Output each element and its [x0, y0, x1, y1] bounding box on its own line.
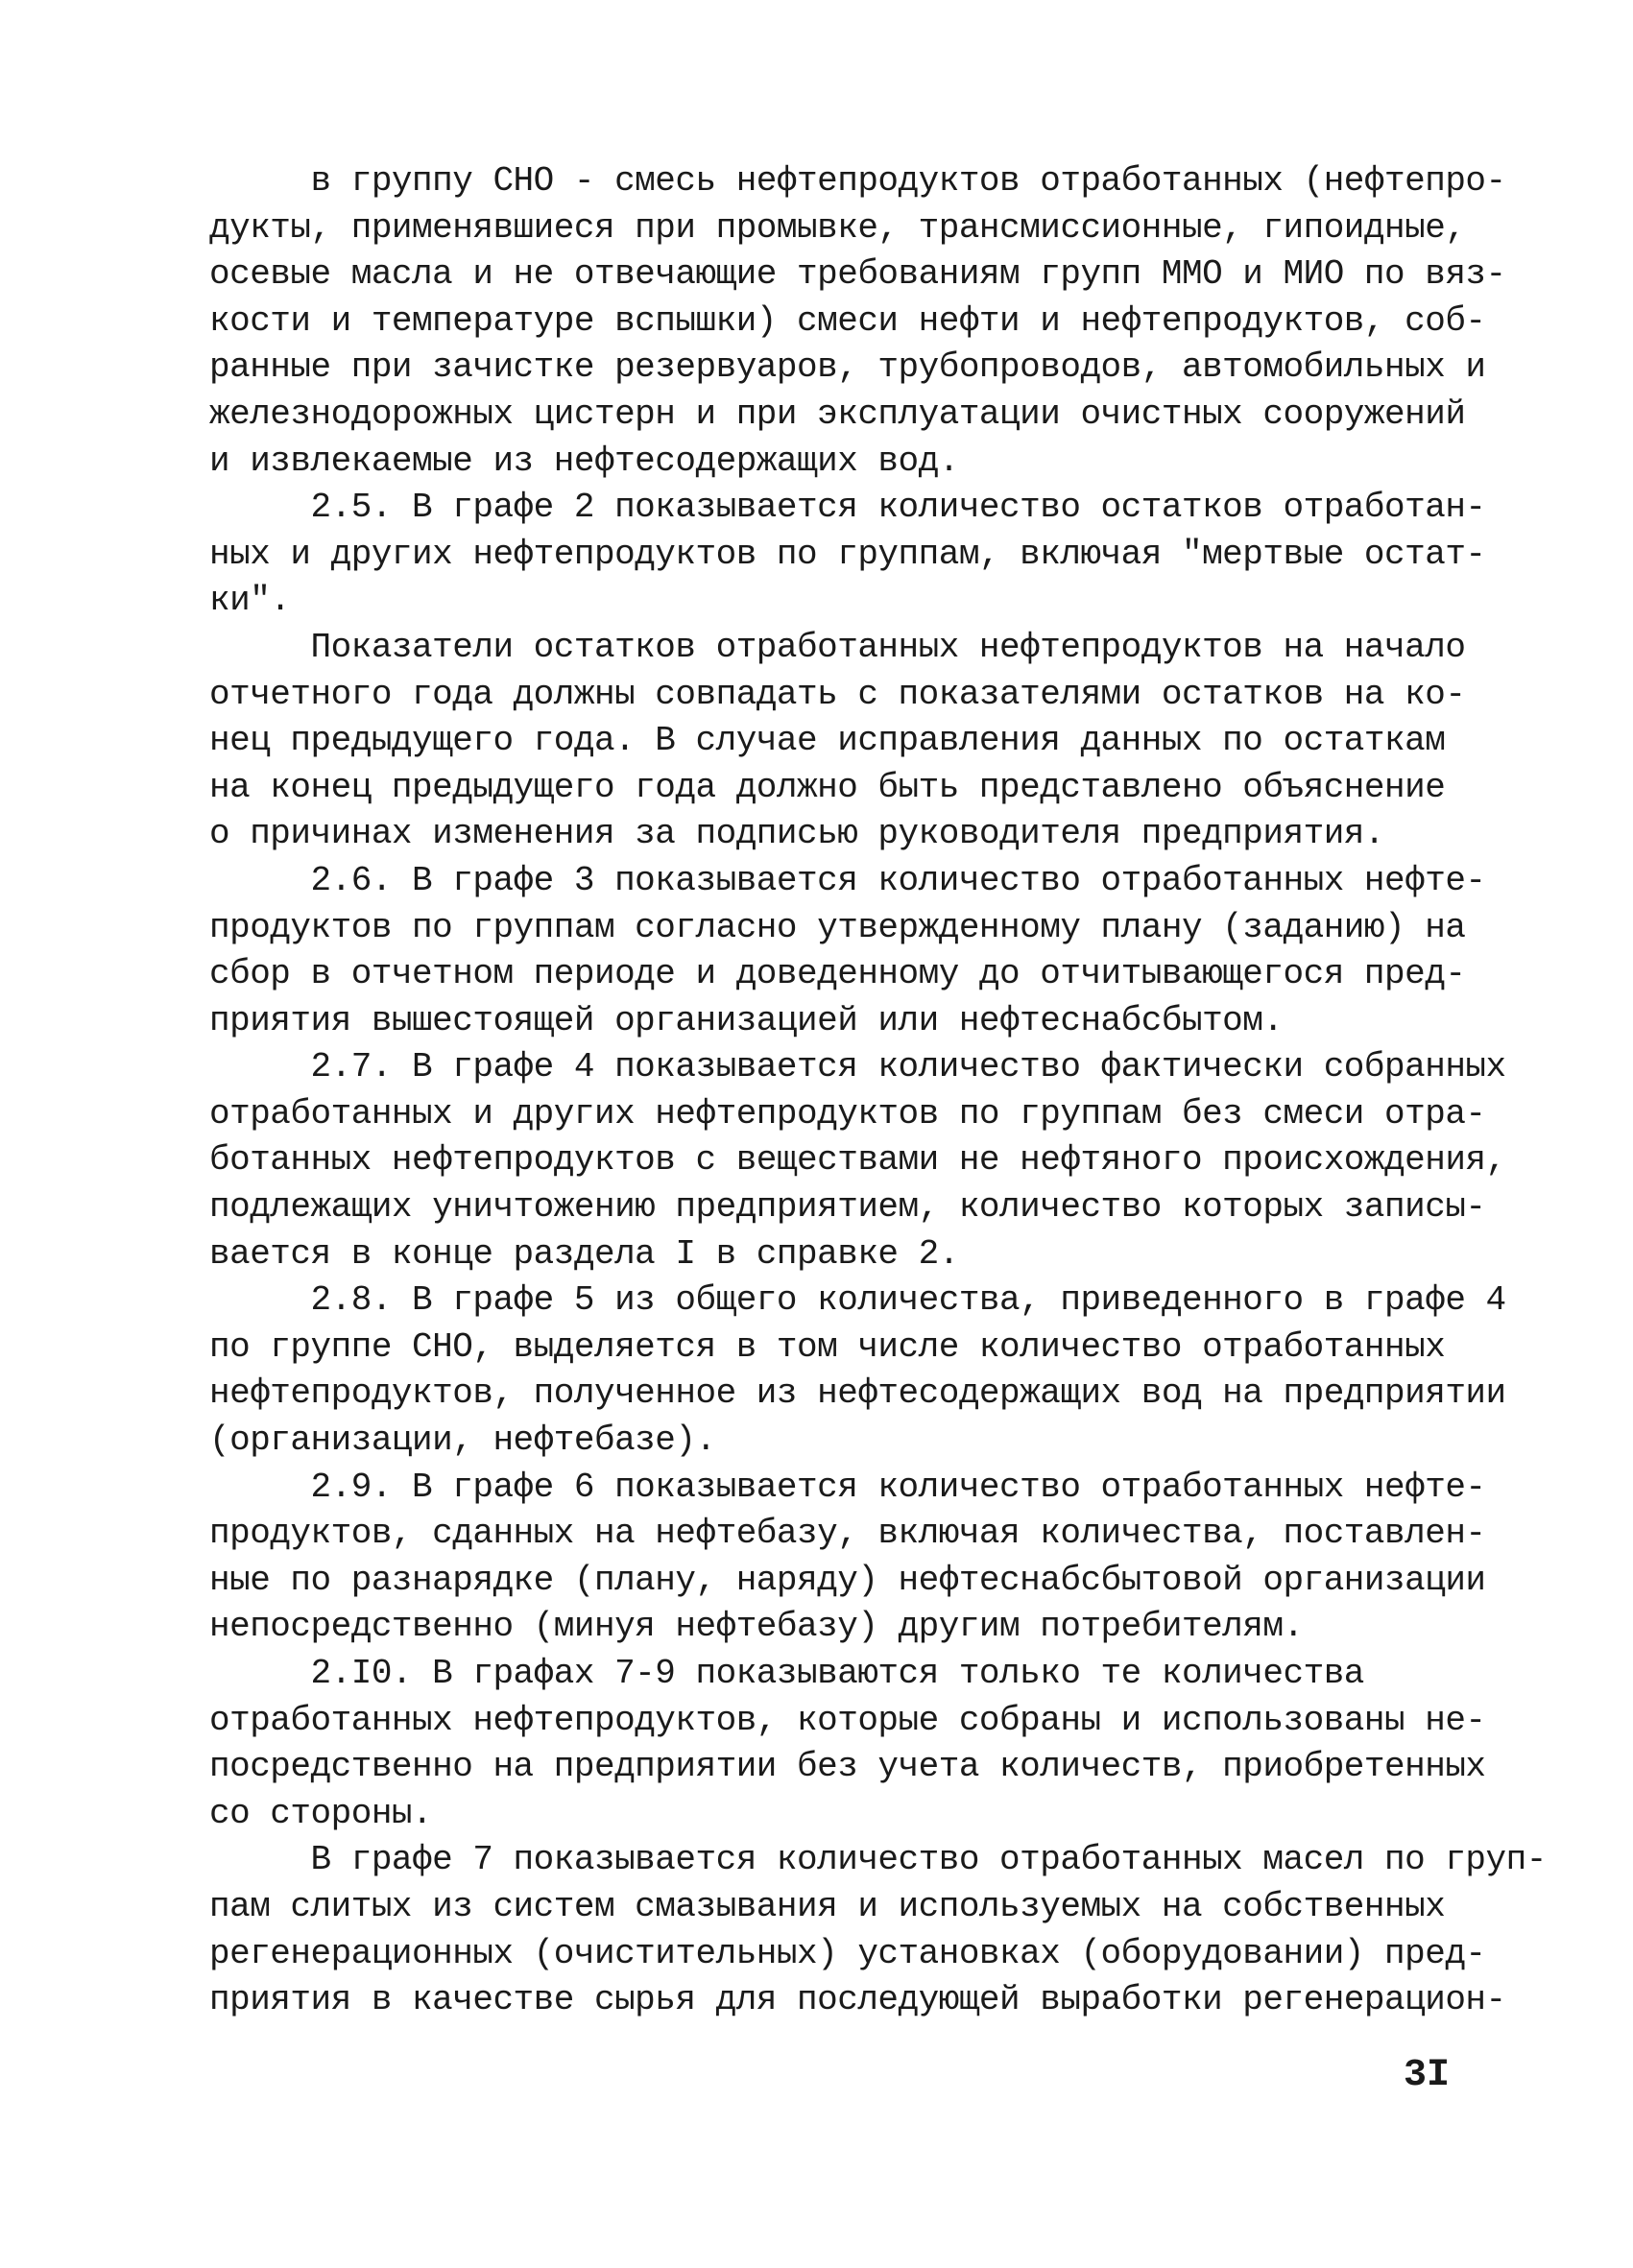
- text-line: нефтепродуктов, полученное из нефтесодержащих вод на предприятии: [209, 1373, 1506, 1414]
- text-line: железнодорожных цистерн и при эксплуатации очистных сооружений: [209, 394, 1466, 434]
- text-line: (организации, нефтебазе).: [209, 1420, 716, 1461]
- text-line: ранные при зачистке резервуаров, трубопроводов, автомобильных и: [209, 347, 1486, 388]
- text-line: осевые масла и не отвечающие требованиям групп ММО и МИО по вяз-: [209, 254, 1506, 295]
- text-line: ки".: [209, 581, 291, 621]
- text-line: продуктов по группам согласно утвержденному плану (заданию) на: [209, 907, 1466, 947]
- text-line: посредственно на предприятии без учета количеств, приобретенных: [209, 1747, 1486, 1787]
- text-line: отработанных и других нефтепродуктов по группам без смеси отра-: [209, 1093, 1486, 1134]
- text-line: В графе 7 показывается количество отработанных масел по груп-: [209, 1840, 1547, 1880]
- text-line: регенерационных (очистительных) установках (оборудовании) пред-: [209, 1933, 1486, 1973]
- text-line: по группе СНО, выделяется в том числе количество отработанных: [209, 1326, 1446, 1367]
- text-line: непосредственно (минуя нефтебазу) другим потребителям.: [209, 1607, 1304, 1647]
- text-line: Показатели остатков отработанных нефтепродуктов на начало: [209, 627, 1466, 667]
- text-line: продуктов, сданных на нефтебазу, включая количества, поставлен-: [209, 1514, 1486, 1554]
- text-line: и извлекаемые из нефтесодержащих вод.: [209, 441, 959, 481]
- text-line: 2.9. В графе 6 показывается количество отработанных нефте-: [209, 1467, 1486, 1507]
- text-line: ных и других нефтепродуктов по группам, включая "мертвые остат-: [209, 534, 1486, 574]
- text-line: со стороны.: [209, 1793, 433, 1833]
- text-line: в группу СНО - смесь нефтепродуктов отработанных (нефтепро-: [209, 161, 1506, 201]
- text-line: 2.I0. В графах 7-9 показываются только те количества: [209, 1654, 1364, 1693]
- text-line: 2.8. В графе 5 из общего количества, приведенного в графе 4: [209, 1280, 1506, 1321]
- text-line: на конец предыдущего года должно быть представлено объяснение: [209, 767, 1446, 807]
- text-line: приятия вышестоящей организацией или нефтеснабсбытом.: [209, 1000, 1284, 1040]
- text-line: нец предыдущего года. В случае исправления данных по остаткам: [209, 721, 1446, 761]
- text-line: 2.7. В графе 4 показывается количество фактически собранных: [209, 1047, 1506, 1087]
- text-line: вается в конце раздела I в справке 2.: [209, 1233, 959, 1274]
- text-line: сбор в отчетном периоде и доведенному до отчитывающегося пред-: [209, 954, 1466, 994]
- body-text: [209, 158, 1547, 2024]
- text-line: 2.5. В графе 2 показывается количество остатков отработан-: [209, 488, 1486, 528]
- text-line: ные по разнарядке (плану, наряду) нефтеснабсбытовой организации: [209, 1560, 1486, 1600]
- text-line: ботанных нефтепродуктов с веществами не нефтяного происхождения,: [209, 1140, 1506, 1181]
- text-line: кости и температуре вспышки) смеси нефти и нефтепродуктов, соб-: [209, 300, 1486, 341]
- text-line: отчетного года должны совпадать с показателями остатков на ко-: [209, 674, 1466, 714]
- text-line: приятия в качестве сырья для последующей выработки регенерацион-: [209, 1980, 1506, 2020]
- text-line: отработанных нефтепродуктов, которые собраны и использованы не-: [209, 1700, 1486, 1740]
- text-line: о причинах изменения за подписью руководителя предприятия.: [209, 814, 1385, 854]
- text-line: пам слитых из систем смазывания и используемых на собственных: [209, 1886, 1446, 1926]
- text-line: 2.6. В графе 3 показывается количество отработанных нефте-: [209, 860, 1486, 900]
- text-line: подлежащих уничтожению предприятием, количество которых записы-: [209, 1187, 1486, 1228]
- text-line: дукты, применявшиеся при промывке, трансмиссионные, гипоидные,: [209, 207, 1466, 248]
- page-number: 3I: [1404, 2054, 1451, 2097]
